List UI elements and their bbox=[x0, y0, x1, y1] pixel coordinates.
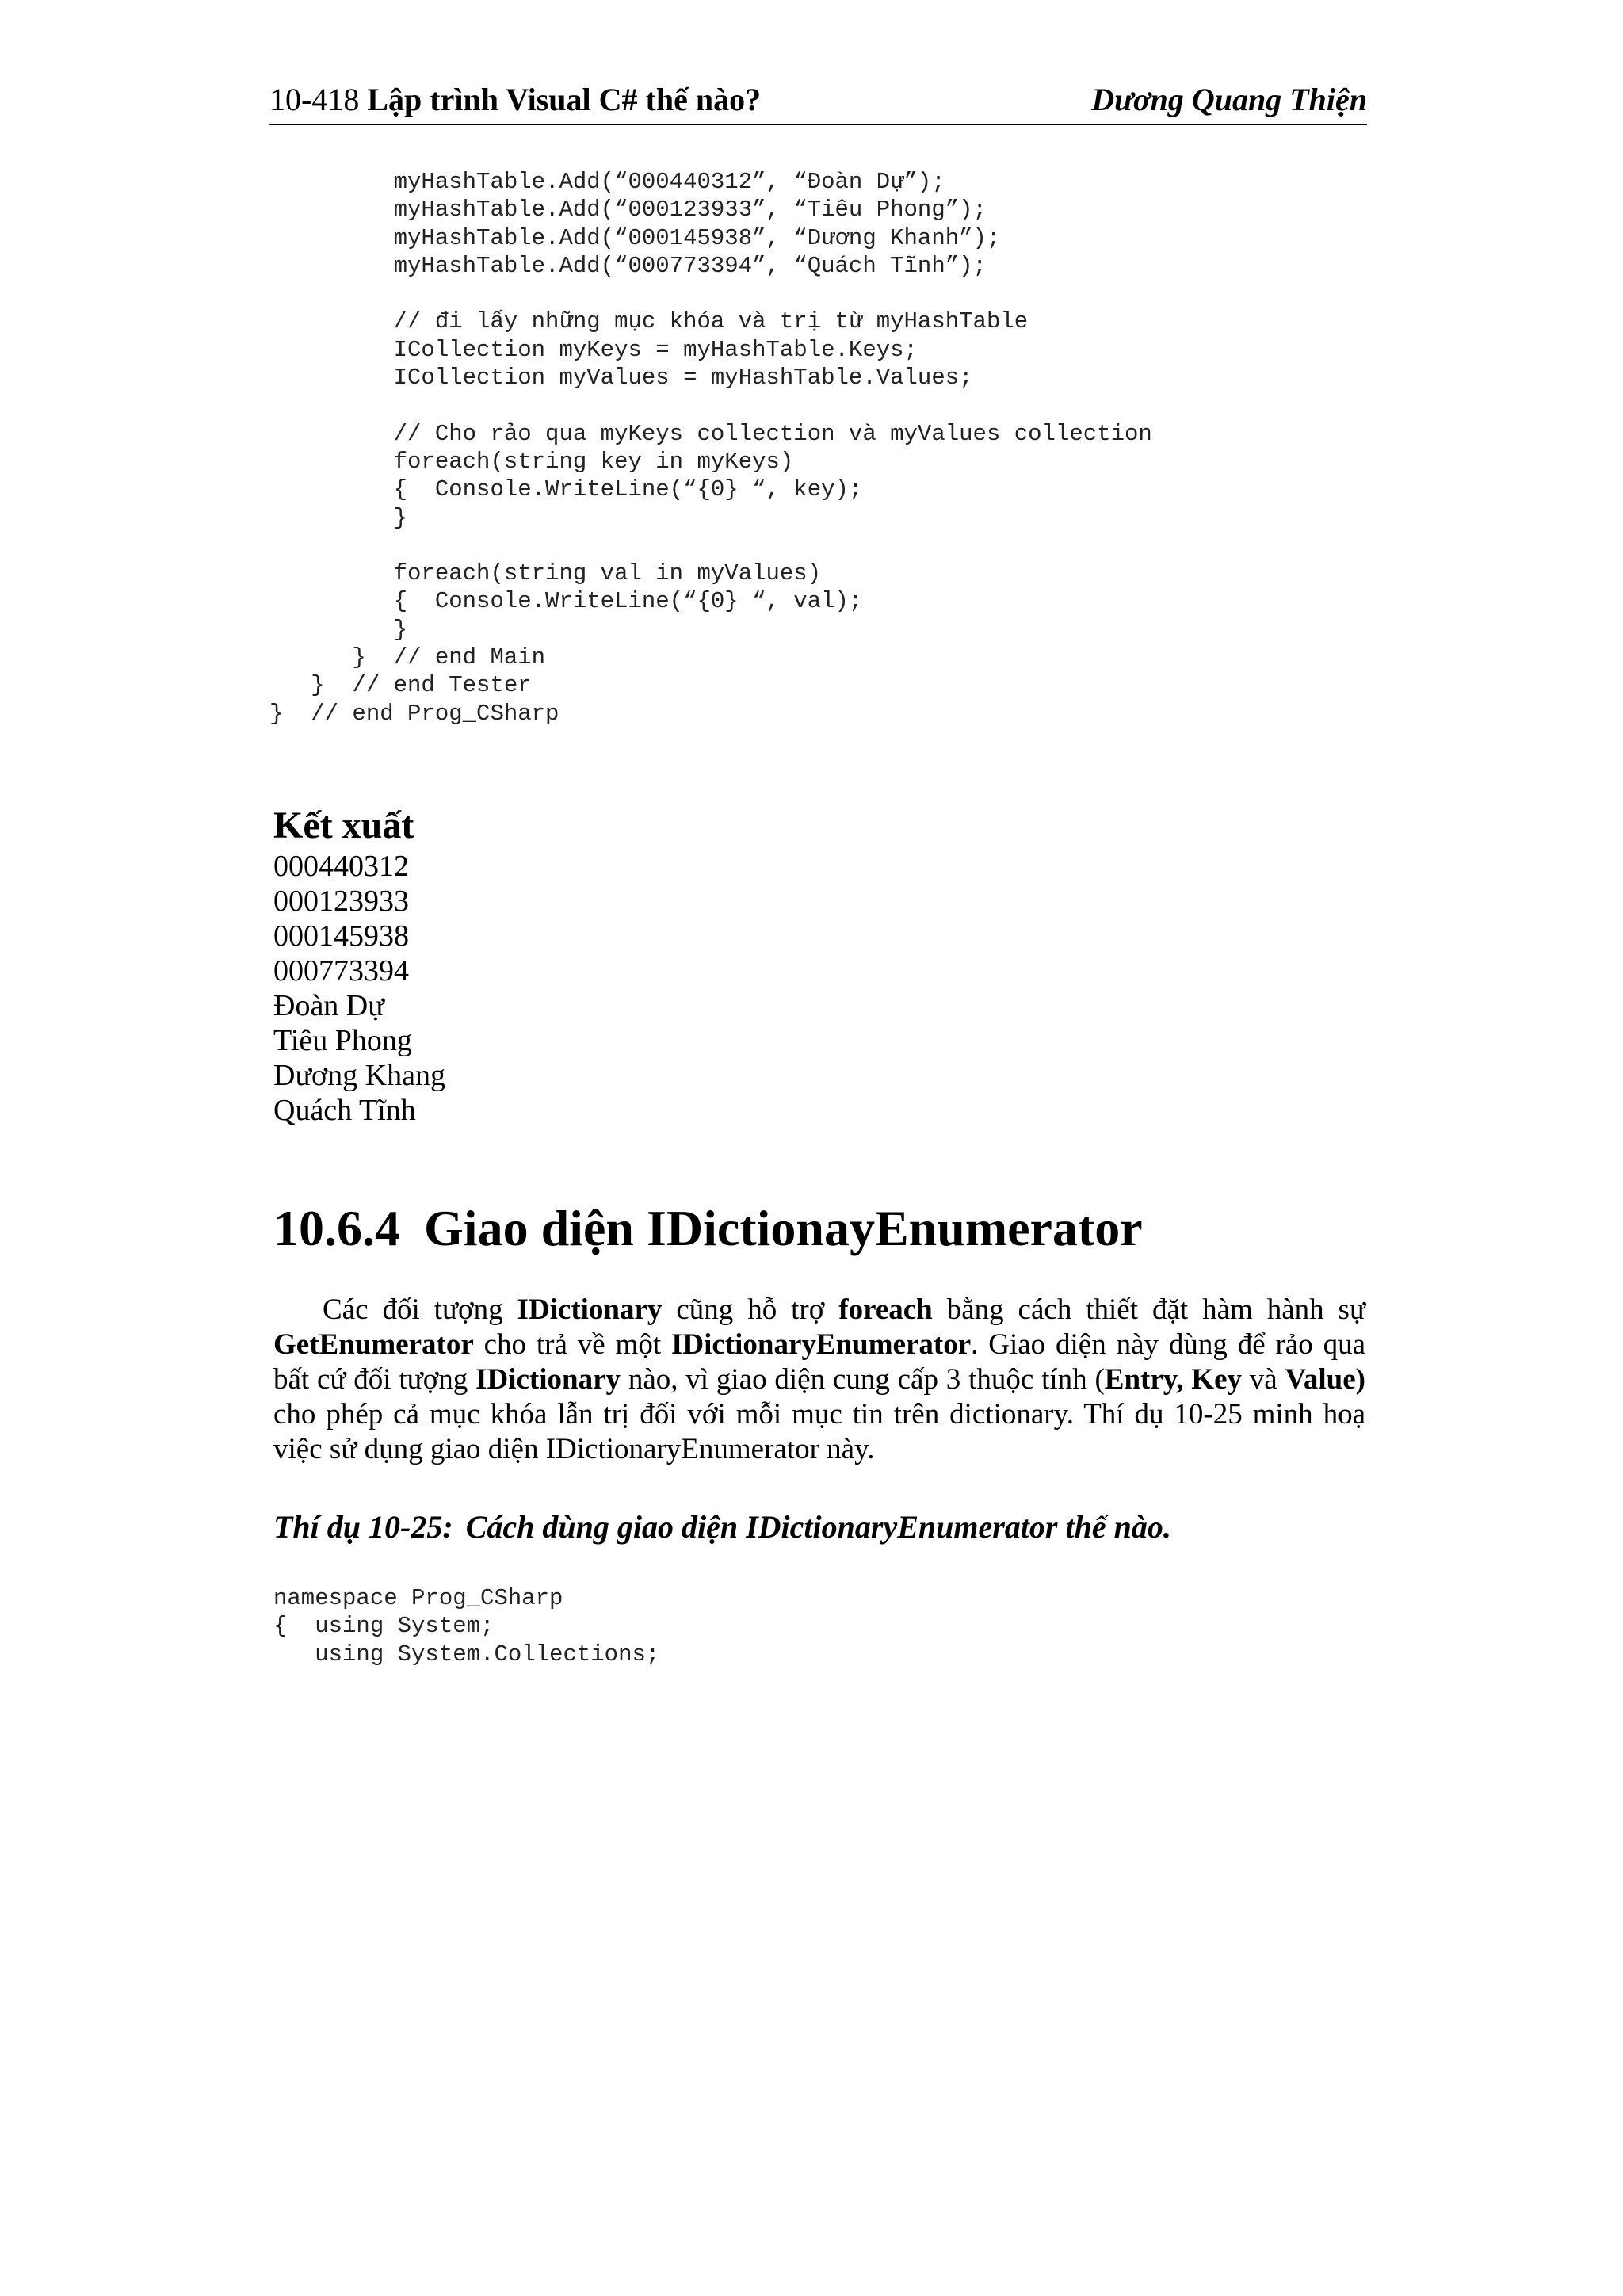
code-line: // Cho rảo qua myKeys collection và myValues collection bbox=[269, 420, 1152, 447]
book-title: Lập trình Visual C# thế nào? bbox=[367, 82, 762, 117]
paragraph-text: và bbox=[1242, 1363, 1285, 1396]
paragraph-text: cũng hỗ trợ bbox=[662, 1293, 839, 1326]
output-line: Quách Tĩnh bbox=[273, 1094, 416, 1127]
header-left bbox=[269, 76, 761, 124]
output-line: Đoàn Dự bbox=[273, 989, 384, 1022]
section-number: 10.6.4 bbox=[273, 1200, 400, 1256]
body-paragraph bbox=[273, 1293, 1365, 1467]
code-line: myHashTable.Add(“000145938”, “Dương Khanh”); bbox=[269, 224, 1001, 251]
section-heading bbox=[273, 1197, 1143, 1260]
code-line: ICollection myValues = myHashTable.Values; bbox=[269, 365, 973, 392]
code-line: } bbox=[269, 616, 408, 643]
paragraph-bold-term: IDictionaryEnumerator bbox=[670, 1328, 972, 1361]
author-name: Dương Quang Thiện bbox=[1091, 82, 1367, 117]
code-line: { Console.WriteLine(“{0} “, key); bbox=[269, 476, 863, 503]
page-header bbox=[269, 76, 1367, 125]
output-line: Dương Khang bbox=[273, 1059, 445, 1092]
example-title: Cách dùng giao diện IDictionaryEnumerator thế nào. bbox=[465, 1509, 1171, 1545]
paragraph-text: cho phép cả mục khóa lẫn trị đối với mỗi mục tin trên dictionary. Thí dụ 10-25 minh hoạ việc sử dụng giao diện IDictionaryEnumerator này. bbox=[273, 1398, 1365, 1465]
output-line: 000440312 bbox=[273, 850, 409, 883]
output-heading: Kết xuất bbox=[273, 804, 414, 846]
output-line: 000145938 bbox=[273, 919, 409, 953]
paragraph-bold-term: GetEnumerator bbox=[273, 1328, 474, 1361]
paragraph-bold-term: Value) bbox=[1285, 1363, 1365, 1396]
paragraph-text: cho trả về một bbox=[473, 1328, 671, 1361]
code-line: namespace Prog_CSharp bbox=[273, 1585, 563, 1611]
code-line: foreach(string key in myKeys) bbox=[269, 448, 794, 475]
paragraph-text: bằng cách thiết đặt hàm hành sự bbox=[932, 1293, 1366, 1326]
code-line: using System.Collections; bbox=[273, 1641, 660, 1668]
paragraph-text: nào, vì giao diện cung cấp 3 thuộc tính ( bbox=[621, 1363, 1105, 1396]
output-list bbox=[273, 849, 445, 1128]
code-line: ICollection myKeys = myHashTable.Keys; bbox=[269, 336, 918, 363]
code-line: { using System; bbox=[273, 1613, 495, 1640]
paragraph-text: . Giao diện này dùng để rảo qua bất cứ đối tượng bbox=[273, 1328, 1365, 1396]
section-title: Giao diện IDictionayEnumerator bbox=[424, 1200, 1143, 1256]
example-caption bbox=[273, 1507, 1171, 1547]
code-line: { Console.WriteLine(“{0} “, val); bbox=[269, 588, 863, 615]
code-line: // đi lấy những mục khóa và trị từ myHashTable bbox=[269, 308, 1029, 335]
paragraph-bold-term: Entry, Key bbox=[1104, 1363, 1242, 1396]
output-line: 000123933 bbox=[273, 884, 409, 918]
code-line: } bbox=[269, 504, 408, 531]
code-line: myHashTable.Add(“000123933”, “Tiêu Phong”); bbox=[269, 197, 987, 223]
code-line: } // end Tester bbox=[269, 672, 532, 699]
code-line: } // end Prog_CSharp bbox=[269, 700, 559, 727]
paragraph-bold-term: IDictionary bbox=[475, 1363, 621, 1396]
paragraph-bold-term: foreach bbox=[838, 1293, 933, 1326]
code-line: } // end Main bbox=[269, 644, 546, 671]
code-line: myHashTable.Add(“000773394”, “Quách Tĩnh”); bbox=[269, 252, 987, 279]
code-line: foreach(string val in myValues) bbox=[269, 560, 822, 587]
paragraph-text: Các đối tượng bbox=[323, 1293, 517, 1326]
code-block-bottom bbox=[273, 1584, 659, 1668]
page-number: 10-418 bbox=[269, 82, 360, 117]
example-label: Thí dụ 10-25: bbox=[273, 1509, 453, 1545]
output-line: Tiêu Phong bbox=[273, 1024, 412, 1057]
code-line: myHashTable.Add(“000440312”, “Đoàn Dự”); bbox=[269, 169, 945, 195]
paragraph-bold-term: IDictionary bbox=[517, 1293, 663, 1326]
output-line: 000773394 bbox=[273, 954, 409, 988]
code-block-top bbox=[269, 168, 1152, 728]
